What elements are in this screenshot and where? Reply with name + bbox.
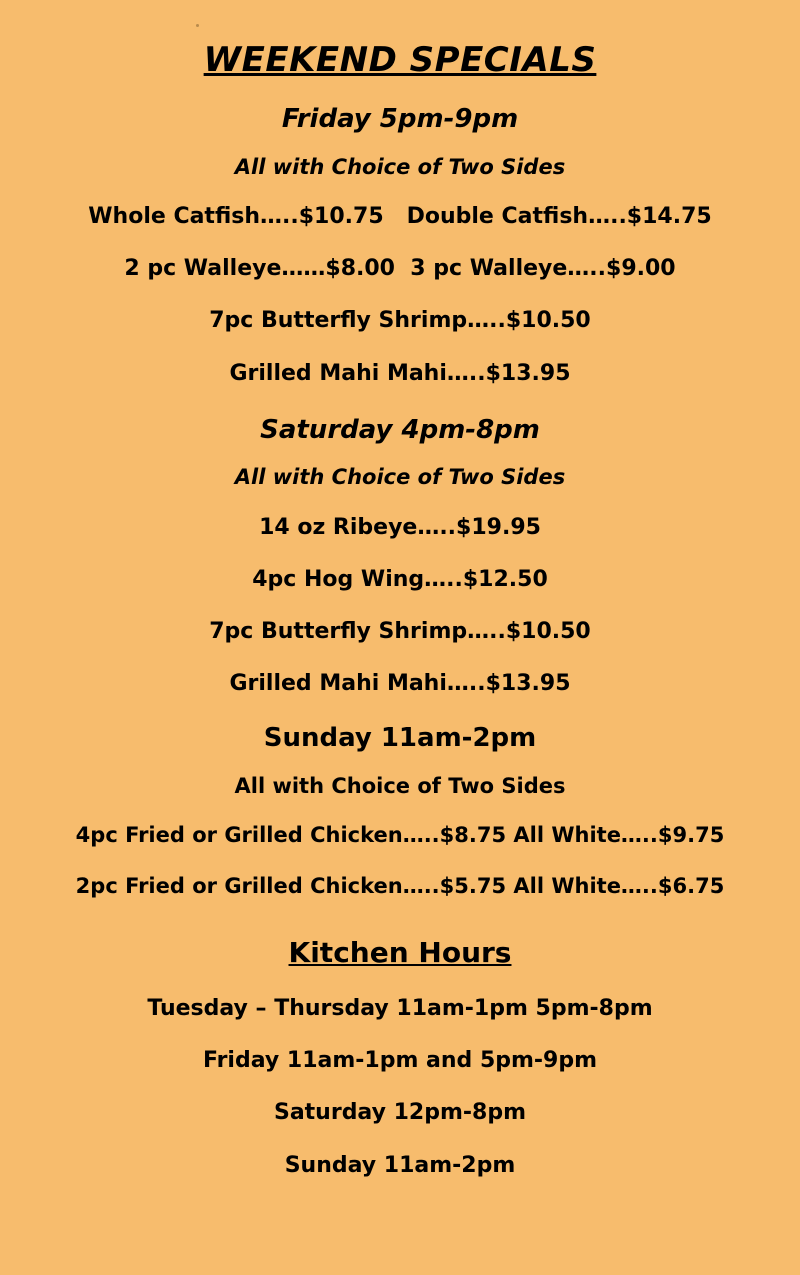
stray-dot-mark	[196, 24, 199, 27]
menu-item: Whole Catfish…..$10.75 Double Catfish…..$14.75	[88, 204, 712, 230]
section-friday	[20, 105, 780, 385]
menu-item: 4pc Hog Wing…..$12.50	[252, 566, 548, 592]
menu-item: Grilled Mahi Mahi…..$13.95	[229, 671, 571, 697]
friday-heading: Friday 5pm-9pm	[281, 104, 519, 135]
menu-item: 2 pc Walleye……$8.00 3 pc Walleye…..$9.00	[124, 256, 676, 282]
menu-item: 2pc Fried or Grilled Chicken…..$5.75 All White…..$6.75	[75, 874, 725, 899]
sunday-subheading: All with Choice of Two Sides	[234, 773, 566, 798]
kitchen-hours-line: Friday 11am-1pm and 5pm-9pm	[202, 1048, 598, 1074]
saturday-subheading: All with Choice of Two Sides	[234, 465, 566, 490]
menu-item: 7pc Butterfly Shrimp…..$10.50	[209, 618, 591, 644]
page-title: WEEKEND SPECIALS	[203, 40, 597, 80]
menu-item: 7pc Butterfly Shrimp…..$10.50	[209, 308, 591, 334]
section-saturday	[20, 416, 780, 696]
kitchen-hours-title: Kitchen Hours	[288, 936, 512, 970]
kitchen-hours-line: Tuesday – Thursday 11am-1pm 5pm-8pm	[147, 995, 653, 1021]
menu-item: Grilled Mahi Mahi…..$13.95	[229, 360, 571, 386]
sunday-heading: Sunday 11am-2pm	[263, 723, 537, 754]
kitchen-hours-line: Sunday 11am-2pm	[284, 1152, 516, 1178]
saturday-heading: Saturday 4pm-8pm	[260, 414, 540, 445]
section-sunday	[20, 724, 780, 898]
menu-item: 4pc Fried or Grilled Chicken…..$8.75 All White…..$9.75	[75, 822, 725, 847]
friday-subheading: All with Choice of Two Sides	[234, 154, 566, 179]
menu-item: 14 oz Ribeye…..$19.95	[259, 514, 541, 540]
section-kitchen-hours	[20, 938, 780, 1178]
kitchen-hours-line: Saturday 12pm-8pm	[273, 1100, 527, 1126]
